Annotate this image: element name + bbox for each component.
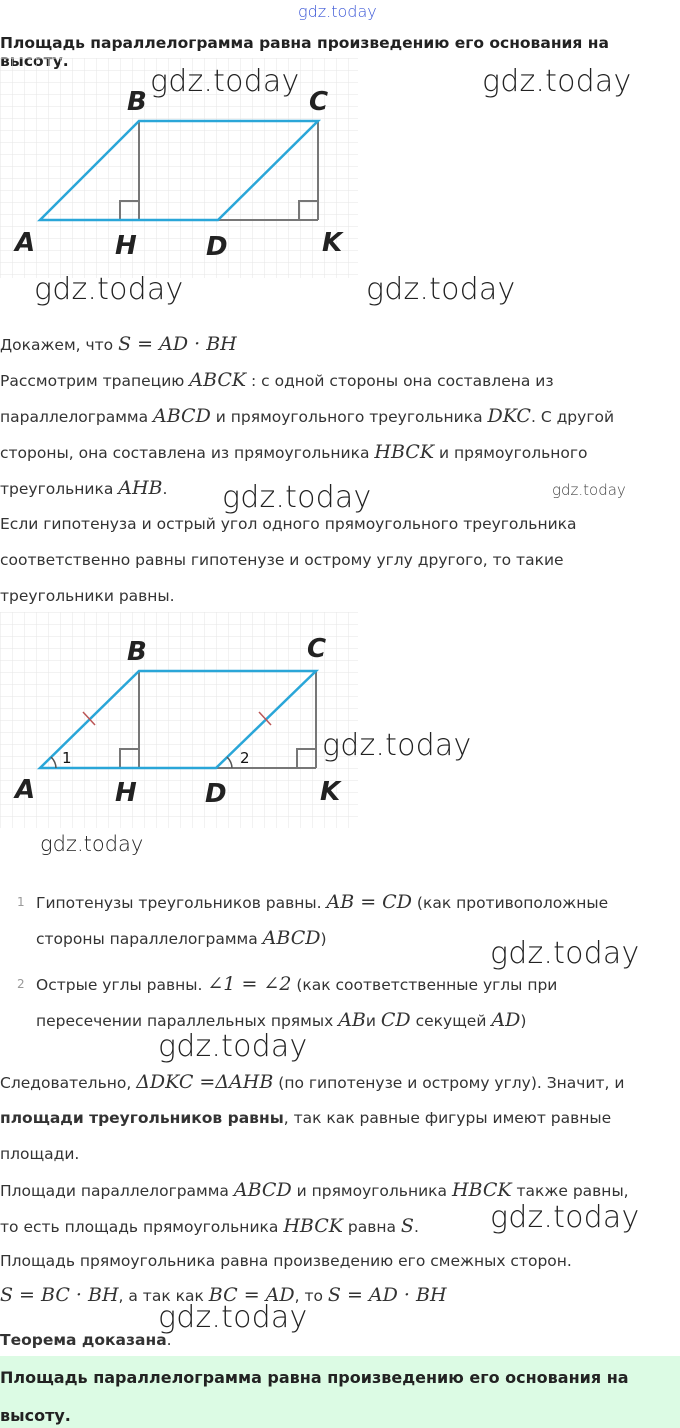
list-number: 2 bbox=[17, 977, 25, 991]
text-line: площади. bbox=[0, 1145, 80, 1163]
label-h: H bbox=[115, 231, 137, 261]
theorem-highlight-box bbox=[0, 1356, 680, 1428]
text-line: площади треугольников равны, так как равные фигуры имеют равные bbox=[0, 1109, 612, 1127]
text-line: стороны, она составлена из прямоугольника HBCK и прямоугольного bbox=[0, 441, 588, 463]
label-k: K bbox=[322, 228, 343, 258]
label-k: K bbox=[320, 777, 341, 807]
label-d: D bbox=[205, 779, 227, 809]
text-line: Рассмотрим трапецию ABCK : с одной стороны она составлена из bbox=[0, 369, 554, 391]
list-item: Гипотенузы треугольников равны. AB = CD (как противоположные bbox=[36, 891, 609, 913]
watermark: gdz.today bbox=[366, 272, 516, 307]
label-h: H bbox=[115, 778, 137, 808]
figure-parallelogram-2 bbox=[0, 612, 360, 832]
label-a: A bbox=[15, 775, 36, 805]
text-line: S = BC · BH, а так как BC = AD, то S = AD · BH bbox=[0, 1284, 447, 1306]
list-number: 1 bbox=[17, 895, 25, 909]
grid-background bbox=[0, 612, 358, 828]
text-line: параллелограмма ABCD и прямоугольного треугольника DKC. С другой bbox=[0, 405, 615, 427]
watermark: gdz.today bbox=[34, 272, 184, 307]
text-line: Если гипотенуза и острый угол одного прямоугольного треугольника bbox=[0, 515, 577, 533]
text-line: Теорема доказана. bbox=[0, 1331, 172, 1349]
label-b: B bbox=[127, 87, 147, 117]
text-line: треугольники равны. bbox=[0, 587, 175, 605]
watermark: gdz.today bbox=[40, 832, 144, 856]
label-c: C bbox=[307, 634, 327, 664]
label-a: A bbox=[15, 228, 36, 258]
watermark: gdz.today bbox=[490, 1200, 640, 1235]
label-angle-2: 2 bbox=[240, 749, 250, 767]
text-line: треугольника AHB. bbox=[0, 477, 168, 499]
highlight-line: Площадь параллелограмма равна произведению его основания на bbox=[0, 1368, 629, 1387]
watermark: gdz.today bbox=[552, 481, 626, 499]
label-b: B bbox=[127, 637, 147, 667]
watermark: gdz.today bbox=[158, 1029, 308, 1064]
text-line: Площадь прямоугольника равна произведению его смежных сторон. bbox=[0, 1252, 572, 1270]
highlight-line: высоту. bbox=[0, 1406, 71, 1425]
text-line: Докажем, что S = AD · BH bbox=[0, 333, 237, 355]
watermark: gdz.today bbox=[222, 480, 372, 515]
label-d: D bbox=[206, 232, 228, 262]
label-c: C bbox=[309, 87, 329, 117]
watermark: gdz.today bbox=[490, 936, 640, 971]
text-line: то есть площадь прямоугольника HBCK равна S. bbox=[0, 1215, 419, 1237]
text-line: соответственно равны гипотенузе и острому углу другого, то такие bbox=[0, 551, 564, 569]
label-angle-1: 1 bbox=[62, 749, 72, 767]
watermark: gdz.today bbox=[482, 64, 632, 99]
list-item-continuation: стороны параллелограмма ABCD) bbox=[36, 927, 327, 949]
text-line: Следовательно, ΔDKC =ΔAHB (по гипотенузе и острому углу). Значит, и bbox=[0, 1071, 625, 1093]
watermark: gdz.today bbox=[322, 728, 472, 763]
watermark: gdz.today bbox=[298, 2, 377, 21]
watermark: gdz.today bbox=[158, 1300, 308, 1335]
text-line: Площади параллелограмма ABCD и прямоугольника HBCK также равны, bbox=[0, 1179, 629, 1201]
list-item: Острые углы равны. ∠1 = ∠2 (как соответственные углы при bbox=[36, 973, 558, 995]
watermark: gdz.today bbox=[150, 64, 300, 99]
page-heading: Площадь параллелограмма равна произведению его основания на bbox=[0, 34, 609, 52]
list-item-continuation: пересечении параллельных прямых ABи CD секущей AD) bbox=[36, 1009, 527, 1031]
